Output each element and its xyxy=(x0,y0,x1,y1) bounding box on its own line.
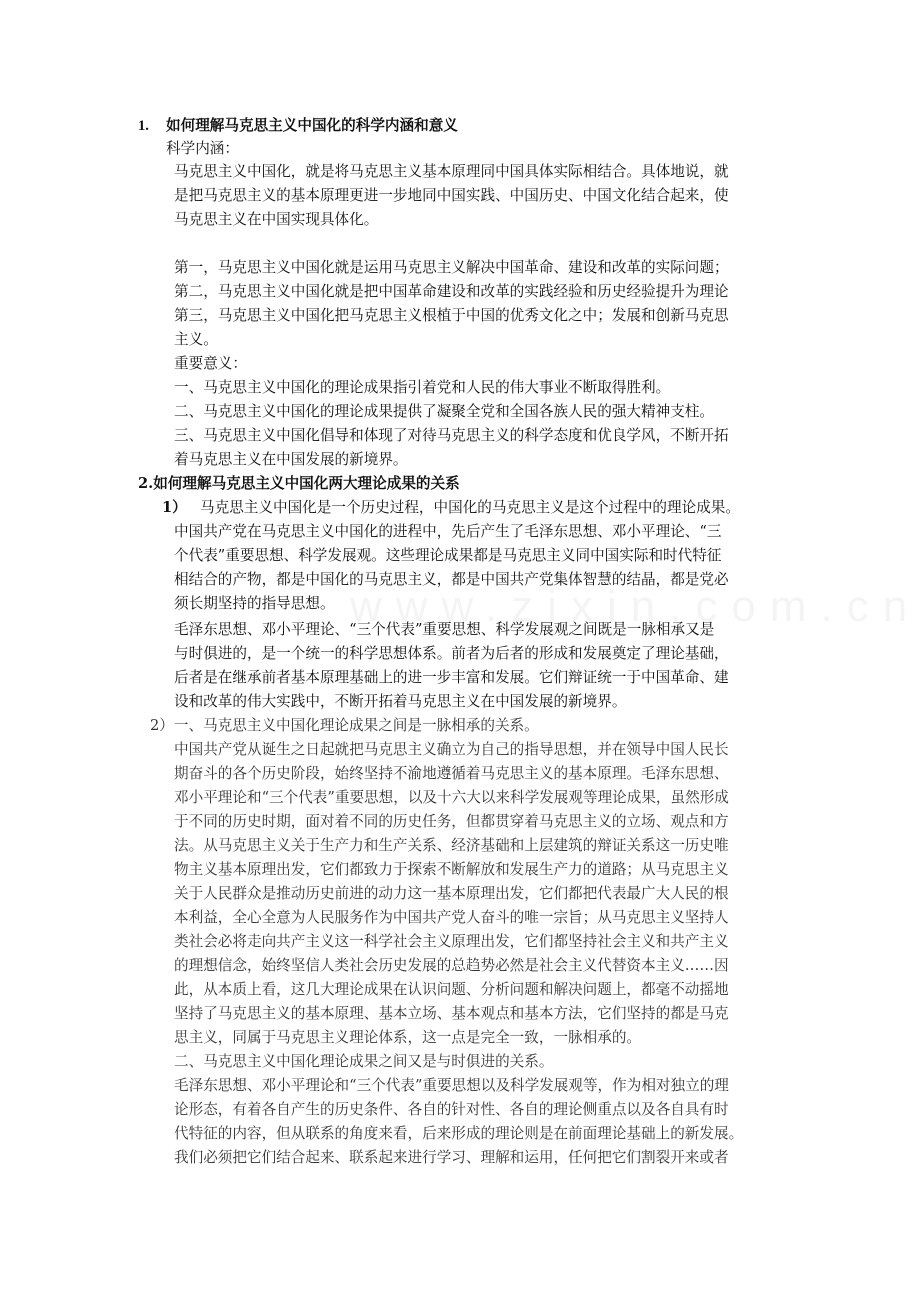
q1-connotation-label: 科学内涵： xyxy=(166,140,239,157)
q2-p2-line: 中国共产党从诞生之日起就把马克思主义确立为自己的指导思想，并在领导中国人民长 xyxy=(174,741,729,758)
q2-p2-line: 此，从本质上看，这几大理论成果在认识问题、分析问题和解决问题上，都毫不动摇地 xyxy=(174,981,729,998)
q2-p2-line: 关于人民群众是推动历史前进的动力这一基本原理出发，它们都把代表最广大人民的根 xyxy=(174,885,729,902)
q2-p2-line: 的理想信念，始终坚信人类社会历史发展的总趋势必然是社会主义代替资本主义……因 xyxy=(174,957,729,974)
q2-p1-line: 相结合的产物，都是中国化的马克思主义，都是中国共产党集体智慧的结晶，都是党必 xyxy=(174,571,729,588)
q1-title: 如何理解马克思主义中国化的科学内涵和意义 xyxy=(166,117,458,134)
q2-p2-line: 于不同的历史时期，面对着不同的历史任务，但都贯穿着马克思主义的立场、观点和方 xyxy=(174,813,729,830)
q1-point-line: 第三，马克思主义中国化把马克思主义根植于中国的优秀文化之中；发展和创新马克思 xyxy=(174,307,729,324)
q2-p2-line: 坚持了马克思主义的基本原理、基本立场、基本观点和基本方法，它们坚持的都是马克 xyxy=(174,1005,729,1022)
q2-p2-line: 论形态，有着各自产生的历史条件、各自的针对性、各自的理论侧重点以及各自具有时 xyxy=(174,1101,729,1118)
q1-def-line: 马克思主义在中国实现具体化。 xyxy=(174,211,379,228)
q2-p2-line: 毛泽东思想、邓小平理论和“三个代表”重要思想以及科学发展观等，作为相对独立的理 xyxy=(174,1077,729,1094)
q1-number: 1. xyxy=(138,118,149,134)
q2-title: 2.如何理解马克思主义中国化两大理论成果的关系 xyxy=(138,475,460,492)
q2-p1-marker: 1） xyxy=(162,499,187,516)
q1-sig-line: 二、马克思主义中国化的理论成果提供了凝聚全党和全国各族人民的强大精神支柱。 xyxy=(174,403,714,420)
q2-p2-first-line: 2）一、马克思主义中国化理论成果之间是一脉相承的关系。 xyxy=(150,717,539,734)
q2-p2-line: 期奋斗的各个历史阶段，始终坚持不渝地遵循着马克思主义的基本原理。毛泽东思想、 xyxy=(174,765,729,782)
q1-def-line: 马克思主义中国化，就是将马克思主义基本原理同中国具体实际相结合。具体地说，就 xyxy=(174,163,729,180)
q2-p2-line: 代特征的内容，但从联系的角度来看，后来形成的理论则是在前面理论基础上的新发展。 xyxy=(174,1125,744,1142)
q1-point-line: 第一，马克思主义中国化就是运用马克思主义解决中国革命、建设和改革的实际问题； xyxy=(174,259,729,276)
q2-p2-line: 二、马克思主义中国化理论成果之间又是与时俱进的关系。 xyxy=(174,1053,554,1070)
q1-def-line: 是把马克思主义的基本原理更进一步地同中国实践、中国历史、中国文化结合起来，使 xyxy=(174,187,729,204)
q2-p1-line: 个代表”重要思想、科学发展观。这些理论成果都是马克思主义同中国实际和时代特征 xyxy=(174,547,722,564)
q2-p2-line: 思主义，同属于马克思主义理论体系，这一点是完全一致，一脉相承的。 xyxy=(174,1029,642,1046)
q2-p2-line: 类社会必将走向共产主义这一科学社会主义原理出发，它们都坚持社会主义和共产主义 xyxy=(174,933,729,950)
q1-sig-line: 三、马克思主义中国化倡导和体现了对待马克思主义的科学态度和优良学风，不断开拓 xyxy=(174,427,729,444)
q2-p1-first-line: 马克思主义中国化是一个历史过程，中国化的马克思主义是这个过程中的理论成果。 xyxy=(200,499,740,516)
q2-p2-line: 本利益，全心全意为人民服务作为中国共产党人奋斗的唯一宗旨；从马克思主义坚持人 xyxy=(174,909,729,926)
q2-p1-line: 中国共产党在马克思主义中国化的进程中，先后产生了毛泽东思想、邓小平理论、“三 xyxy=(174,523,722,540)
q1-point-line: 第二，马克思主义中国化就是把中国革命建设和改革的实践经验和历史经验提升为理论 xyxy=(174,283,729,300)
q2-p1-line: 须长期坚持的指导思想。 xyxy=(174,595,335,612)
q2-p1-line: 后者是在继承前者基本原理基础上的进一步丰富和发展。它们辩证统一于中国革命、建 xyxy=(174,669,729,686)
q2-p2-line: 法。从马克思主义关于生产力和生产关系、经济基础和上层建筑的辩证关系这一历史唯 xyxy=(174,837,729,854)
q2-p1-line: 设和改革的伟大实践中，不断开拓着马克思主义在中国发展的新境界。 xyxy=(174,693,627,710)
q1-point-line: 主义。 xyxy=(174,331,218,348)
q2-p2-line: 我们必须把它们结合起来、联系起来进行学习、理解和运用，任何把它们割裂开来或者 xyxy=(174,1149,729,1166)
q1-sig-line: 一、马克思主义中国化的理论成果指引着党和人民的伟大事业不断取得胜利。 xyxy=(174,379,671,396)
q1-significance-label: 重要意义： xyxy=(174,355,247,372)
q1-sig-line: 着马克思主义在中国发展的新境界。 xyxy=(174,451,408,468)
q2-p2-line: 邓小平理论和“三个代表”重要思想，以及十六大以来科学发展观等理论成果，虽然形成 xyxy=(174,789,729,806)
q2-p2-line: 物主义基本原理出发，它们都致力于探索不断解放和发展生产力的道路；从马克思主义 xyxy=(174,861,729,878)
q2-p1-line: 毛泽东思想、邓小平理论、“三个代表”重要思想、科学发展观之间既是一脉相承又是 xyxy=(174,621,715,638)
q2-p1-line: 与时俱进的，是一个统一的科学思想体系。前者为后者的形成和发展奠定了理论基础， xyxy=(174,645,729,662)
